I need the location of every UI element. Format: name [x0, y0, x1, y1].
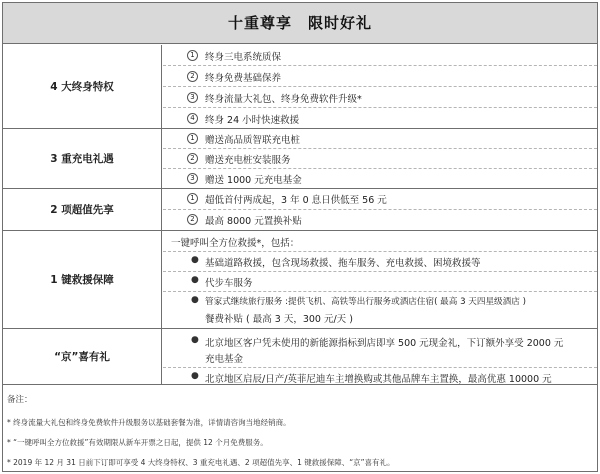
- divider: [163, 86, 597, 87]
- row-label: 3 重充电礼遇: [3, 129, 162, 188]
- list-item: 终身三电系统质保: [205, 52, 282, 63]
- intro-text: 一键呼叫全方位救援*，包括：: [171, 238, 300, 249]
- row-content: [163, 45, 597, 128]
- circled-number: 2: [187, 214, 198, 225]
- list-item: 终身 24 小时快速救援: [205, 115, 300, 126]
- list-item: 赠送充电桩安装服务: [205, 155, 291, 166]
- list-item: 基础道路救援，包含现场救援、拖车服务、充电救援、困境救援等: [205, 258, 481, 269]
- circled-number: 3: [187, 92, 198, 103]
- notes-header: 备注：: [7, 395, 33, 405]
- row-content: [163, 129, 597, 188]
- row-content: [163, 189, 597, 230]
- list-item: 赠送 1000 元充电基金: [205, 175, 302, 186]
- divider: [163, 65, 597, 66]
- list-item: 充电基金: [205, 354, 244, 365]
- list-item: 北京地区客户凭未使用的新能源指标到店即享 500 元现金礼，下订额外享受 2000 元: [205, 338, 564, 349]
- page-title: 十重尊享 限时好礼: [3, 3, 597, 44]
- table-row: [3, 329, 597, 385]
- divider: [163, 209, 597, 210]
- list-item: 赠送高品质智联充电桩: [205, 135, 301, 146]
- circled-number: 4: [187, 113, 198, 124]
- divider: [163, 168, 597, 169]
- row-content: [163, 329, 597, 384]
- list-item: 管家式继续旅行服务 :提供飞机、高铁等出行服务或酒店住宿( 最高 3 天四星级酒店 ): [205, 297, 526, 307]
- circled-number: 2: [187, 153, 198, 164]
- note-line: * “一键呼叫全方位救援”有效期限从新车开票之日起，提供 12 个月免费服务。: [7, 438, 268, 447]
- circled-number: 1: [187, 50, 198, 61]
- list-item: 终身免费基础保养: [205, 73, 282, 84]
- divider: [163, 251, 597, 252]
- list-item: 超低首付两成起，3 年 0 息日供低至 56 元: [205, 195, 387, 206]
- table-row: [3, 129, 597, 189]
- benefits-table: [2, 2, 598, 472]
- row-content: [163, 231, 597, 328]
- note-line: * 2019 年 12 月 31 日前下订即可享受 4 大终身特权、3 重充电礼遇、2 项超值先享、1 键救援保障、“京”喜有礼。: [7, 458, 395, 467]
- circled-number: 2: [187, 71, 198, 82]
- bullet-icon: ●: [191, 255, 199, 265]
- divider: [163, 107, 597, 108]
- circled-number: 1: [187, 193, 198, 204]
- row-label: 4 大终身特权: [3, 45, 162, 128]
- row-label: 1 键救援保障: [3, 231, 162, 328]
- circled-number: 3: [187, 173, 198, 184]
- divider: [163, 148, 597, 149]
- notes-section: [3, 385, 597, 471]
- note-line: * 终身流量大礼包和终身免费软件升级服务以基础套餐为准，详情请咨询当地经销商。: [7, 418, 291, 427]
- divider: [163, 271, 597, 272]
- list-item: 终身流量大礼包、终身免费软件升级*: [205, 94, 362, 105]
- row-label: 2 项超值先享: [3, 189, 162, 230]
- row-label: “京”喜有礼: [3, 329, 162, 384]
- table-row: [3, 45, 597, 129]
- circled-number: 1: [187, 133, 198, 144]
- bullet-icon: ●: [191, 295, 199, 305]
- bullet-icon: ●: [191, 335, 199, 345]
- list-item: 餐费补贴 ( 最高 3 天，300 元/天 ): [205, 314, 353, 325]
- table-row: [3, 231, 597, 329]
- list-item: 最高 8000 元置换补贴: [205, 216, 302, 227]
- bullet-icon: ●: [191, 371, 199, 381]
- bullet-icon: ●: [191, 275, 199, 285]
- list-item: 代步车服务: [205, 278, 253, 289]
- table-row: [3, 189, 597, 231]
- divider: [163, 291, 597, 292]
- divider: [163, 367, 597, 368]
- list-item: 北京地区启辰/日产/英菲尼迪车主增换购或其他品牌车主置换，最高优惠 10000 元: [205, 374, 552, 385]
